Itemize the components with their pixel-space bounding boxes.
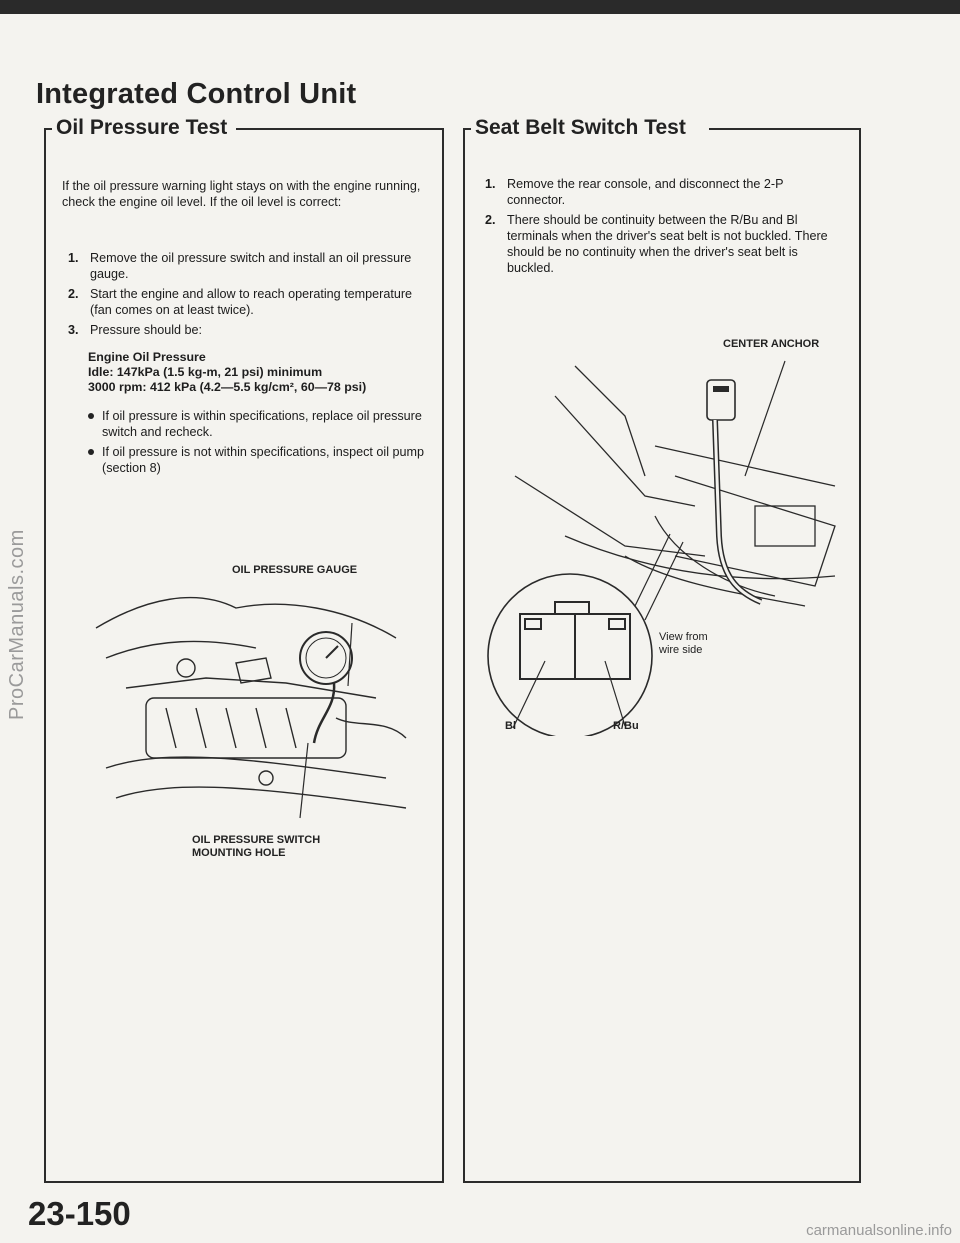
step-item <box>60 322 426 338</box>
seat-belt-switch-test-section <box>463 116 861 1183</box>
switch-hole-label-line1: OIL PRESSURE SWITCH <box>192 834 321 846</box>
step-number: 1. <box>485 177 496 191</box>
switch-hole-label-line2: MOUNTING HOLE <box>192 847 286 859</box>
oil-test-intro: If the oil pressure warning light stays on with the engine running, check the engine oil level. If the oil level is correct: <box>62 179 421 209</box>
gauge-label: OIL PRESSURE GAUGE <box>232 564 358 576</box>
view-from-label-line2: wire side <box>659 644 703 656</box>
step-item <box>60 286 426 318</box>
section-top-rule <box>46 128 52 130</box>
section-top-rule <box>465 128 471 130</box>
step-text: Pressure should be: <box>90 323 203 337</box>
step-number: 2. <box>68 287 79 301</box>
spec-rpm: 3000 rpm: 412 kPa (4.2—5.5 kg/cm², 60—78 psi) <box>88 380 367 394</box>
spec-heading: Engine Oil Pressure <box>88 350 206 364</box>
seat-belt-switch-illustration <box>475 356 855 736</box>
seat-belt-test-heading: Seat Belt Switch Test <box>475 116 686 139</box>
section-top-rule <box>236 128 442 130</box>
oil-test-steps <box>60 250 426 342</box>
step-text: Start the engine and allow to reach operating temperature (fan comes on at least twice). <box>90 287 413 317</box>
step-number: 2. <box>485 213 496 227</box>
page-number: 23-150 <box>28 1195 131 1232</box>
page-title: Integrated Control Unit <box>36 78 357 110</box>
section-top-rule <box>709 128 859 130</box>
bl-terminal-label: Bl <box>505 720 516 732</box>
oil-pressure-test-section <box>44 116 444 1183</box>
oil-pressure-spec <box>88 350 428 395</box>
bullet-item: If oil pressure is not within specifications, inspect oil pump (section 8) <box>86 444 426 476</box>
step-item <box>477 212 843 276</box>
step-text: Remove the oil pressure switch and install an oil pressure gauge. <box>90 251 412 281</box>
step-text: There should be continuity between the R/Bu and Bl terminals when the driver's seat belt is not buckled. There should be no continuity when the driver's seat belt is buckled. <box>507 213 828 275</box>
spec-idle: Idle: 147kPa (1.5 kg-m, 21 psi) minimum <box>88 365 323 379</box>
step-item <box>60 250 426 282</box>
view-from-label-line1: View from <box>659 631 708 643</box>
step-number: 3. <box>68 323 79 337</box>
step-text: Remove the rear console, and disconnect the 2-P connector. <box>507 177 784 207</box>
oil-pressure-test-heading: Oil Pressure Test <box>56 116 228 139</box>
step-number: 1. <box>68 251 79 265</box>
step-item <box>477 176 843 208</box>
top-border-bar <box>0 0 960 14</box>
bullet-item: If oil pressure is within specifications, replace oil pressure switch and recheck. <box>86 408 426 440</box>
oil-pressure-gauge-illustration <box>86 568 416 828</box>
rbu-terminal-label: R/Bu <box>613 720 639 732</box>
oil-test-bullets <box>86 408 426 480</box>
center-anchor-label: CENTER ANCHOR <box>723 338 820 350</box>
bottom-watermark: carmanualsonline.info <box>806 1222 952 1239</box>
side-watermark: ProCarManuals.com <box>6 529 28 720</box>
seat-test-steps <box>477 176 843 280</box>
gauge-icon <box>300 632 352 743</box>
